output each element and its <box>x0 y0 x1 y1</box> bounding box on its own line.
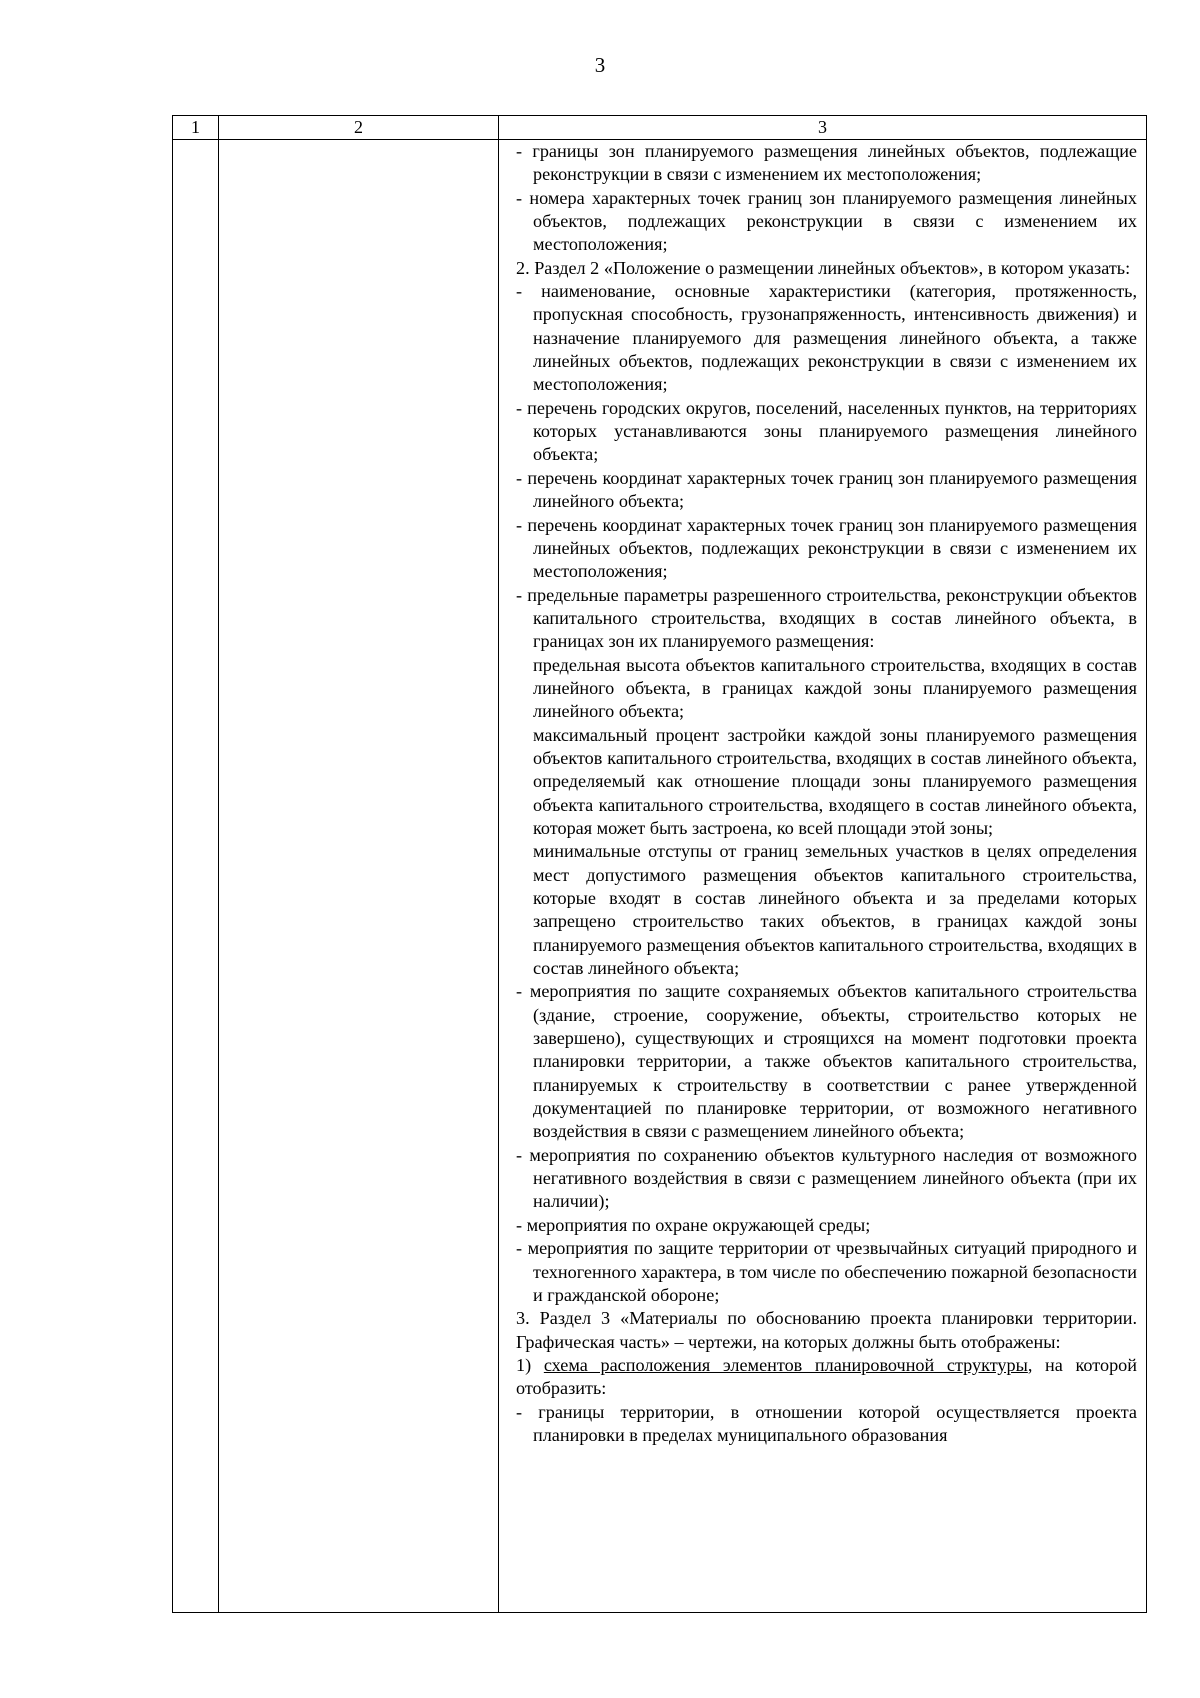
item-text: , на которой отобразить: <box>516 1354 1137 1399</box>
column-header-3: 3 <box>818 117 827 137</box>
list-item: - границы зон планируемого размещения линейных объектов, подлежащие реконструкции в связи с изменением их местоположения; <box>516 141 1137 185</box>
list-item: - номера характерных точек границ зон планируемого размещения линейных объектов, подлежащих реконструкции в связи с изменением их местоположения; <box>516 187 1137 255</box>
list-item: - предельные параметры разрешенного строительства, реконструкции объектов капитального строительства, входящих в состав линейного объекта, в границах зон их планируемого размещения: <box>516 584 1137 652</box>
section-heading: 3. Раздел 3 «Материалы по обоснованию проекта планировки территории. Графическая часть» – чертежи, на которых должны быть отображены: <box>516 1308 1137 1352</box>
sub-item: предельная высота объектов капитального строительства, входящих в состав линейного объекта, в границах каждой зоны планируемого размещения линейного объекта; <box>533 654 1137 722</box>
list-item: - наименование, основные характеристики (категория, протяженность, пропускная способность, грузонапряженность, интенсивность движения) и назначение планируемого для размещения линейного объекта, а также линейных объектов, подлежащих реконструкции в связи с изменением их местоположения; <box>516 281 1137 395</box>
list-item: - перечень городских округов, поселений, населенных пунктов, на территориях которых устанавливаются зоны планируемого размещения линейного объекта; <box>516 397 1137 465</box>
column-divider <box>218 116 219 1612</box>
item-number: 1) <box>516 1354 544 1375</box>
numbered-item <box>516 1354 1137 1401</box>
sub-item: максимальный процент застройки каждой зоны планируемого размещения объектов капитального строительства, входящих в состав линейного объекта, определяемый как отношение площади зоны планируемого размещения объекта капитального строительства, входящего в состав линейного объекта, которая может быть застроена, ко всей площади этой зоны; <box>533 724 1137 838</box>
requirements-table <box>172 115 1147 1613</box>
section-heading: 2. Раздел 2 «Положение о размещении линейных объектов», в котором указать: <box>516 257 1131 278</box>
column-divider <box>498 116 499 1612</box>
list-item: - мероприятия по защите территории от чрезвычайных ситуаций природного и техногенного характера, в том числе по обеспечению пожарной безопасности и гражданской обороне; <box>516 1238 1137 1305</box>
list-item: - перечень координат характерных точек границ зон планируемого размещения линейного объекта; <box>516 467 1137 512</box>
sub-item: минимальные отступы от границ земельных участков в целях определения мест допустимого размещения объектов капитального строительства, которые входят в состав линейного объекта и за пределами которых запрещено строительство таких объектов, в границах каждой зоны планируемого размещения объектов капитального строительства, входящих в состав линейного объекта; <box>533 841 1137 979</box>
column-3-content <box>516 140 1137 1447</box>
list-item: - мероприятия по охране окружающей среды; <box>516 1214 871 1235</box>
list-item: - мероприятия по сохранению объектов культурного наследия от возможного негативного воздействия в связи с размещением линейного объекта (при их наличии); <box>516 1144 1137 1212</box>
list-item: - перечень координат характерных точек границ зон планируемого размещения линейных объектов, подлежащих реконструкции в связи с изменением их местоположения; <box>516 514 1137 582</box>
list-item: - границы территории, в отношении которой осуществляется проекта планировки в пределах муниципального образования <box>516 1401 1137 1445</box>
page-number: 3 <box>594 53 606 77</box>
list-item: - мероприятия по защите сохраняемых объектов капитального строительства (здание, строение, сооружение, объекты, строительство которых не завершено), существующих и строящихся на момент подготовки проекта планировки территории, а также объектов капитального строительства, планируемых к строительству в соответствии с ранее утвержденной документацией по планировке территории, от возможного негативного воздействия в связи с размещением линейного объекта; <box>516 981 1137 1142</box>
column-header-2: 2 <box>354 117 363 137</box>
column-header-1: 1 <box>191 117 200 137</box>
underlined-title: схема расположения элементов планировочной структуры <box>543 1354 1028 1375</box>
